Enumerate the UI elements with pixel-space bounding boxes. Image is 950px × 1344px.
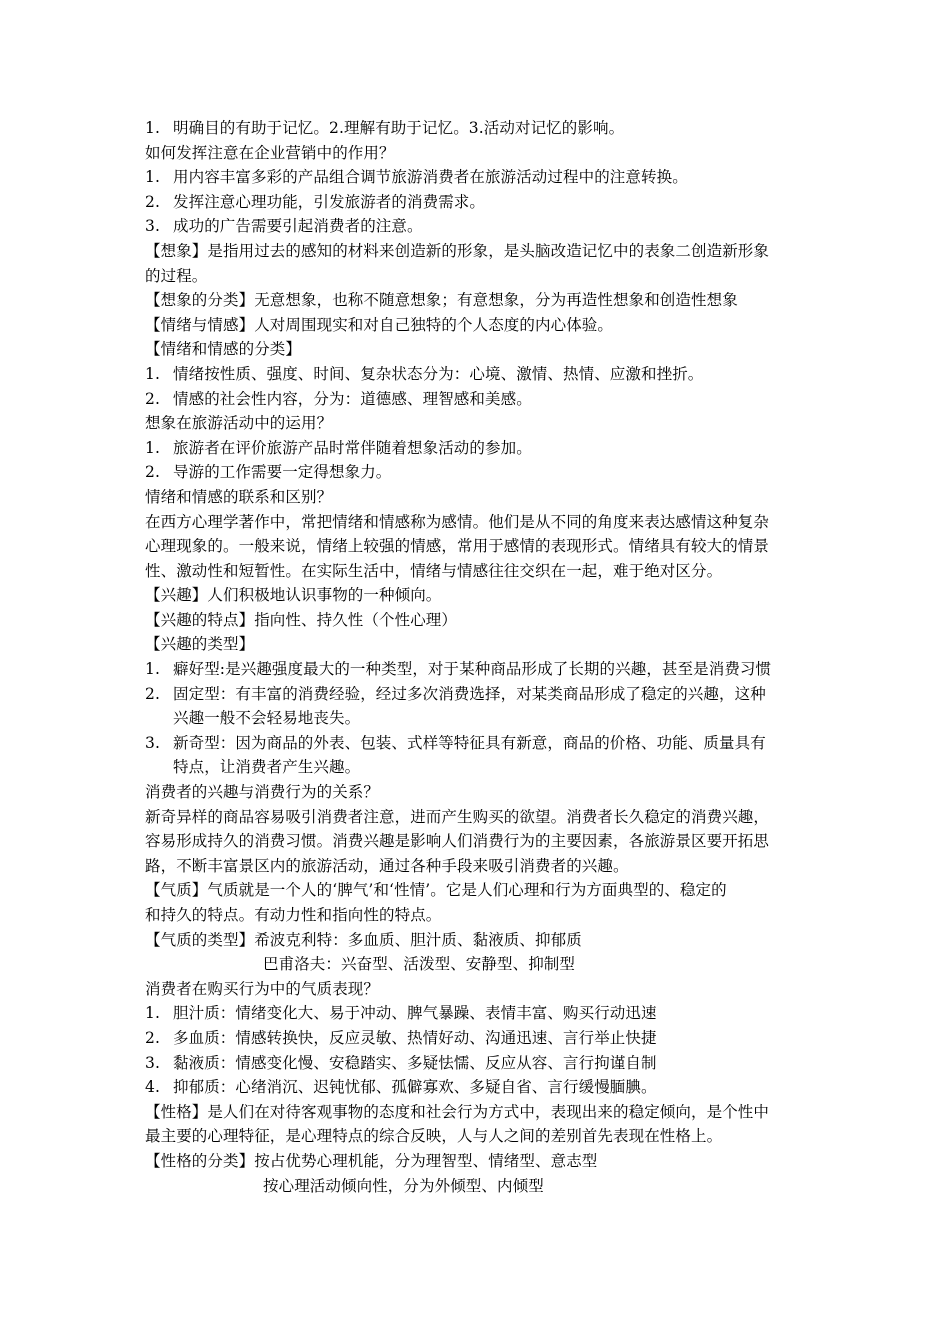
text-line: 【想象的分类】无意想象，也称不随意想象；有意想象，分为再造性想象和创造性想象 bbox=[145, 291, 738, 310]
text-line: 消费者的兴趣与消费行为的关系？ bbox=[145, 783, 380, 802]
numbered-list-item bbox=[145, 190, 812, 215]
list-number: 3. bbox=[145, 733, 160, 752]
list-number: 2. bbox=[145, 1028, 160, 1047]
list-item-text: 胆汁质：情绪变化大、易于冲动、脾气暴躁、表情丰富、购买行动迅速 bbox=[173, 1004, 657, 1023]
text-line: 消费者在购买行为中的气质表现？ bbox=[145, 979, 380, 998]
numbered-list-item bbox=[145, 1026, 812, 1051]
text-line: 【兴趣】人们积极地认识事物的一种倾向。 bbox=[145, 586, 442, 605]
list-number: 4. bbox=[145, 1078, 160, 1097]
list-item-text: 明确目的有助于记忆。2.理解有助于记忆。3.活动对记忆的影响。 bbox=[173, 119, 625, 137]
text-line: 【气质】气质就是一个人的‘脾气’和‘性情’。它是人们心理和行为方面典型的、稳定的 bbox=[145, 881, 727, 900]
list-number: 1. bbox=[145, 168, 160, 187]
list-number: 2. bbox=[145, 389, 160, 408]
numbered-list-item bbox=[145, 460, 812, 485]
text-line: 的过程。 bbox=[145, 266, 208, 285]
numbered-list-item bbox=[145, 1075, 812, 1100]
text-line: 在西方心理学著作中，常把情绪和情感称为感情。他们是从不同的角度来表达感情这种复杂 bbox=[145, 512, 770, 531]
text-line: 【兴趣的类型】 bbox=[145, 635, 255, 654]
numbered-list-item bbox=[145, 116, 812, 141]
numbered-list-item bbox=[145, 1001, 812, 1026]
text-line: 性、激动性和短暂性。在实际生活中，情绪与情感往往交织在一起，难于绝对区分。 bbox=[145, 561, 723, 580]
list-item-text: 旅游者在评价旅游产品时常伴随着想象活动的参加。 bbox=[173, 438, 532, 457]
text-line: 【情绪与情感】人对周围现实和对自己独特的个人态度的内心体验。 bbox=[145, 315, 614, 334]
list-number: 1. bbox=[145, 1004, 160, 1023]
text-line: 【情绪和情感的分类】 bbox=[145, 340, 302, 359]
list-item-text: 情感的社会性内容，分为：道德感、理智感和美感。 bbox=[173, 389, 532, 408]
numbered-list-item bbox=[145, 1051, 812, 1076]
text-line: 容易形成持久的消费习惯。消费兴趣是影响人们消费行为的主要因素，各旅游景区要开拓思 bbox=[145, 832, 770, 851]
text-line: 【性格的分类】按占优势心理机能，分为理智型、情绪型、意志型 bbox=[145, 1151, 598, 1170]
list-number: 2. bbox=[145, 192, 160, 211]
numbered-list-item bbox=[145, 214, 812, 239]
text-line: 新奇异样的商品容易吸引消费者注意，进而产生购买的欲望。消费者长久稳定的消费兴趣， bbox=[145, 807, 770, 826]
text-line: 情绪和情感的联系和区别？ bbox=[145, 487, 333, 506]
numbered-list-item bbox=[145, 657, 812, 682]
numbered-list-item bbox=[145, 682, 812, 707]
list-item-text: 用内容丰富多彩的产品组合调节旅游消费者在旅游活动过程中的注意转换。 bbox=[173, 168, 688, 187]
numbered-list-item bbox=[145, 165, 812, 190]
numbered-list-item bbox=[145, 362, 812, 387]
text-line: 【想象】是指用过去的感知的材料来创造新的形象，是头脑改造记忆中的表象二创造新形象 bbox=[145, 241, 770, 260]
list-number: 1. bbox=[145, 119, 160, 137]
list-number: 2. bbox=[145, 463, 160, 482]
indented-text-line: 巴甫洛夫：兴奋型、活泼型、安静型、抑制型 bbox=[263, 955, 576, 974]
list-number: 1. bbox=[145, 364, 160, 383]
numbered-list-item bbox=[145, 387, 812, 412]
list-number: 1. bbox=[145, 438, 160, 457]
list-number: 3. bbox=[145, 1053, 160, 1072]
list-number: 3. bbox=[145, 217, 160, 236]
list-item-continuation: 特点，让消费者产生兴趣。 bbox=[173, 758, 361, 777]
indented-text-line: 按心理活动倾向性，分为外倾型、内倾型 bbox=[263, 1176, 544, 1195]
text-line: 如何发挥注意在企业营销中的作用？ bbox=[145, 143, 395, 162]
numbered-list-item bbox=[145, 731, 812, 756]
text-line: 路，不断丰富景区内的旅游活动，通过各种手段来吸引消费者的兴趣。 bbox=[145, 856, 629, 875]
list-item-text: 黏液质：情感变化慢、安稳踏实、多疑怯懦、反应从容、言行拘谨自制 bbox=[173, 1053, 657, 1072]
list-item-text: 新奇型：因为商品的外表、包装、式样等特征具有新意，商品的价格、功能、质量具有 bbox=[173, 733, 766, 752]
list-item-text: 导游的工作需要一定得想象力。 bbox=[173, 463, 392, 482]
text-line: 【兴趣的特点】指向性、持久性（个性心理） bbox=[145, 610, 458, 629]
list-item-text: 抑郁质：心绪消沉、迟钝忧郁、孤僻寡欢、多疑自省、言行缓慢腼腆。 bbox=[173, 1078, 657, 1097]
list-item-text: 多血质：情感转换快，反应灵敏、热情好动、沟通迅速、言行举止快捷 bbox=[173, 1028, 657, 1047]
list-item-text: 发挥注意心理功能，引发旅游者的消费需求。 bbox=[173, 192, 486, 211]
list-item-text: 癖好型:是兴趣强度最大的一种类型，对于某种商品形成了长期的兴趣，甚至是消费习惯 bbox=[173, 660, 772, 679]
text-line: 想象在旅游活动中的运用？ bbox=[145, 414, 333, 433]
list-item-text: 固定型：有丰富的消费经验，经过多次消费选择，对某类商品形成了稳定的兴趣，这种 bbox=[173, 684, 766, 703]
list-number: 2. bbox=[145, 684, 160, 703]
list-item-text: 情绪按性质、强度、时间、复杂状态分为：心境、激情、热情、应激和挫折。 bbox=[173, 364, 704, 383]
text-line: 最主要的心理特征，是心理特点的综合反映，人与人之间的差别首先表现在性格上。 bbox=[145, 1127, 723, 1146]
text-line: 心理现象的。一般来说，情绪上较强的情感，常用于感情的表现形式。情绪具有较大的情景 bbox=[145, 537, 770, 556]
text-line: 【气质的类型】希波克利特：多血质、胆汁质、黏液质、抑郁质 bbox=[145, 930, 582, 949]
numbered-list-item bbox=[145, 436, 812, 461]
list-item-text: 成功的广告需要引起消费者的注意。 bbox=[173, 217, 423, 236]
text-line: 【性格】是人们在对待客观事物的态度和社会行为方式中，表现出来的稳定倾向，是个性中 bbox=[145, 1102, 770, 1121]
text-line: 和持久的特点。有动力性和指向性的特点。 bbox=[145, 906, 442, 924]
list-item-continuation: 兴趣一般不会轻易地丧失。 bbox=[173, 709, 361, 728]
list-number: 1. bbox=[145, 660, 160, 679]
